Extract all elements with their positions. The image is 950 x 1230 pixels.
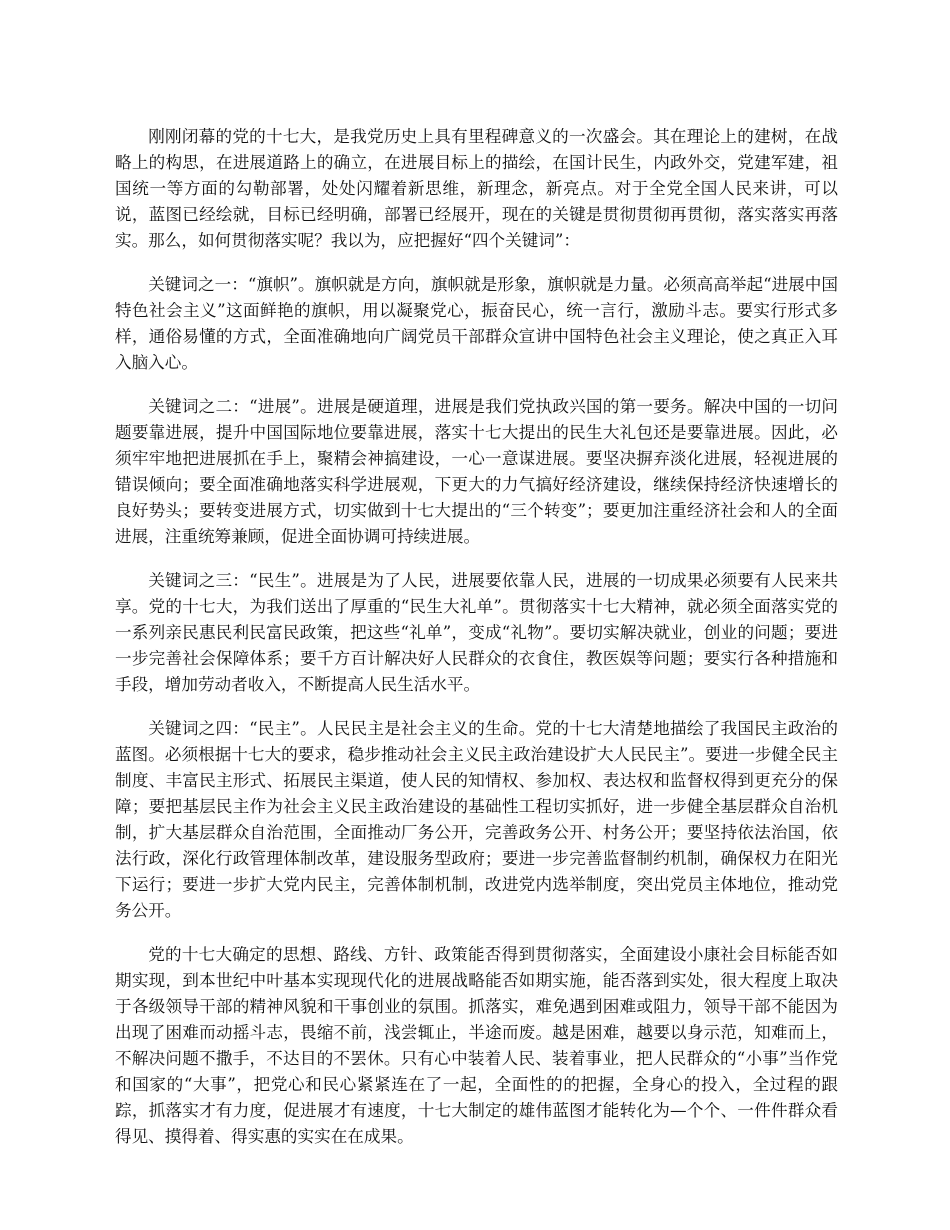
keyword-livelihood-paragraph: 关键词之三：“民生”。进展是为了人民，进展要依靠人民，进展的一切成果必须要有人民来共享。党的十七大，为我们送出了厚重的“民生大礼单”。贯彻落实十七大精神，就必须全面落实党的一系列亲民惠民利民富民政策，把这些“礼单”，变成“礼物”。要切实解决就业，创业的问题；要进一步完善社会保障体系；要千方百计解决好人民群众的衣食住，教医娱等问题；要实行各种措施和手段，增加劳动者收入，不断提高人民生活水平。 — [115, 571, 838, 694]
keyword-democracy-paragraph: 关键词之四：“民主”。人民民主是社会主义的生命。党的十七大清楚地描绘了我国民主政治的蓝图。必须根据十七大的要求，稳步推动社会主义民主政治建设扩大人民民主”。要进一步健全民主制度、丰富民主形式、拓展民主渠道，使人民的知情权、参加权、表达权和监督权得到更充分的保障；要把基层民主作为社会主义民主政治建设的基础性工程切实抓好，进一步健全基层群众自治机制，扩大基层群众自治范围，全面推动厂务公开，完善政务公开、村务公开；要坚持依法治国，依法行政，深化行政管理体制改革，建设服务型政府；要进一步完善监督制约机制，确保权力在阳光下运行；要进一步扩大党内民主，完善体制机制，改进党内选举制度，突出党员主体地位，推动党务公开。 — [115, 719, 838, 920]
conclusion-paragraph: 党的十七大确定的思想、路线、方针、政策能否得到贯彻落实，全面建设小康社会目标能否如期实现，到本世纪中叶基本实现现代化的进展战略能否如期实施，能否落到实处，很大程度上取决于各级领导干部的精神风貌和干事创业的氛围。抓落实，难免遇到困难或阻力，领导干部不能因为出现了困难而动摇斗志，畏缩不前，浅尝辄止，半途而废。越是困难，越要以身示范，知难而上，不解决问题不撒手，不达目的不罢休。只有心中装着人民、装着事业，把人民群众的“小事”当作党和国家的“大事”，把党心和民心紧紧连在了一起，全面性的的把握，全身心的投入，全过程的跟踪，抓落实才有力度，促进展才有速度，十七大制定的雄伟蓝图才能转化为—个个、一件件群众看得见、摸得着、得实惠的实实在在成果。 — [115, 945, 838, 1146]
keyword-development-paragraph: 关键词之二：“进展”。进展是硬道理，进展是我们党执政兴国的第一要务。解决中国的一切问题要靠进展，提升中国国际地位要靠进展，落实十七大提出的民生大礼包还是要靠进展。因此，必须牢牢地把进展抓在手上，聚精会神搞建设，一心一意谋进展。要坚决摒弃淡化进展，轻视进展的错误倾向；要全面准确地落实科学进展观，下更大的力气搞好经济建设，继续保持经济快速增长的良好势头；要转变进展方式，切实做到十七大提出的“三个转变”；要更加注重经济社会和人的全面进展，注重统筹兼顾，促进全面协调可持续进展。 — [115, 397, 838, 546]
keyword-banner-paragraph: 关键词之一：“旗帜”。旗帜就是方向，旗帜就是形象，旗帜就是力量。必须高高举起“进展中国特色社会主义”这面鲜艳的旗帜，用以凝聚党心，振奋民心，统一言行，激励斗志。要实行形式多样，通俗易懂的方式，全面准确地向广阔党员干部群众宣讲中国特色社会主义理论，使之真正入耳入脑入心。 — [115, 275, 838, 372]
intro-paragraph: 刚刚闭幕的党的十七大，是我党历史上具有里程碑意义的一次盛会。其在理论上的建树，在战略上的构思，在进展道路上的确立，在进展目标上的描绘，在国计民生，内政外交，党建军建，祖国统一等方面的勾勒部署，处处闪耀着新思维，新理念，新亮点。对于全党全国人民来讲，可以说，蓝图已经绘就，目标已经明确，部署已经展开，现在的关键是贯彻贯彻再贯彻，落实落实再落实。那么，如何贯彻落实呢？我以为，应把握好“四个关键词”： — [115, 127, 838, 250]
